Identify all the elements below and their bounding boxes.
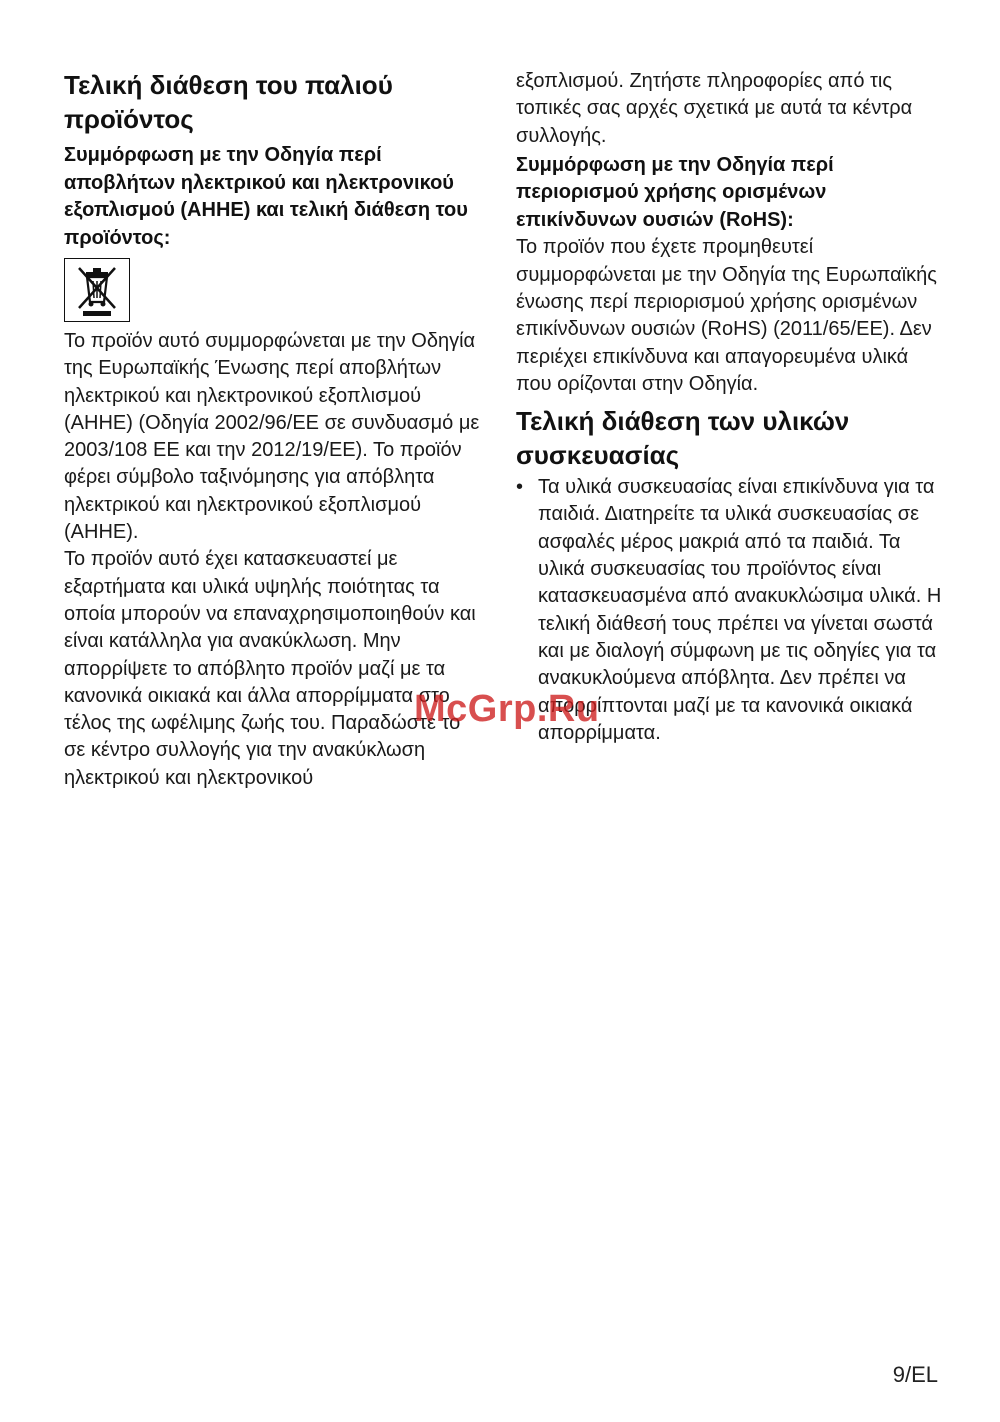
rohs-compliance-subtitle: Συμμόρφωση με την Οδηγία περί περιορισμού χρήσης ορισμένων επικίνδυνων ουσιών (RoHS): — [516, 153, 834, 231]
weee-paragraph-compliance: Το προϊόν αυτό συμμορφώνεται με την Οδηγία της Ευρωπαϊκής Ένωσης περί αποβλήτων ηλεκτρικού και ηλεκτρονικού εξοπλισμού (AHHE) (Οδηγία 2002/96/ΕΕ σε συνδυασμό με 2003/108 ΕΕ και την 2012/19/ΕΕ). Το προϊόν φέρει σύμβολο ταξινόμησης για απόβλητα ηλεκτρικού και ηλεκτρονικού εξοπλισμού (AHHE). — [64, 330, 480, 544]
packaging-bullet-text: Τα υλικά συσκευασίας είναι επικίνδυνα για τα παιδιά. Διατηρείτε τα υλικά συσκευασίας σε ασφαλές μέρος μακριά από τα παιδιά. Τα υλικά συσκευασίας του προϊόντος είναι κατασκευασμένα από ανακυκλώσιμα υλικά. Η τελική διάθεσή τους πρέπει να γίνεται σωστά και με διαλογή σύμφωνη με τις οδηγίες για τα ανακυκλούμενα απόβλητα. Δεν πρέπει να απορρίπτονται μαζί με τα κανονικά οικιακά απορρίμματα. — [538, 476, 942, 744]
rohs-paragraph: Το προϊόν που έχετε προμηθευτεί συμμορφώνεται με την Οδηγία της Ευρωπαϊκής ένωσης περί περιορισμού χρήσης ορισμένων επικίνδυνων ουσιών (RoHS) (2011/65/ΕΕ). Δεν περιέχει επικίνδυνα και απαγορευμένα υλικά που ορίζονται στην Οδηγία. — [516, 236, 937, 395]
left-column — [64, 68, 484, 792]
section-title-packaging-disposal: Τελική διάθεση των υλικών συσκευασίας — [516, 406, 850, 471]
section-title-old-product-disposal: Τελική διάθεση του παλιού προϊόντος — [64, 70, 393, 134]
weee-compliance-subtitle: Συμμόρφωση με την Οδηγία περί αποβλήτων ηλεκτρικού και ηλεκτρονικού εξοπλισμού (AHHE) και τελική διάθεση του προϊόντος: — [64, 144, 468, 249]
right-column — [516, 68, 946, 747]
recycling-continuation-paragraph: εξοπλισμού. Ζητήστε πληροφορίες από τις τοπικές σας αρχές σχετικά με αυτά τα κέντρα συλλογής. — [516, 70, 913, 147]
crossed-out-wheeled-bin-icon — [64, 258, 130, 322]
watermark: McGrp.Ru — [414, 688, 600, 730]
weee-paragraph-recycling: Το προϊόν αυτό έχει κατασκευαστεί με εξαρτήματα και υλικά υψηλής ποιότητας τα οποία μπορούν να επαναχρησιμοποιηθούν και είναι κατάλληλα για ανακύκλωση. Μην απορρίψετε το απόβλητο προϊόν μαζί με τα κανονικά οικιακά και άλλα απορρίμματα στο τέλος της ωφέλιμης ζωής του. Παραδώστε το σε κέντρο συλλογής για την ανακύκλωση ηλεκτρικού και ηλεκτρονικού — [64, 548, 476, 789]
page-number: 9/EL — [892, 1362, 938, 1387]
bullet-marker: • — [516, 476, 524, 499]
